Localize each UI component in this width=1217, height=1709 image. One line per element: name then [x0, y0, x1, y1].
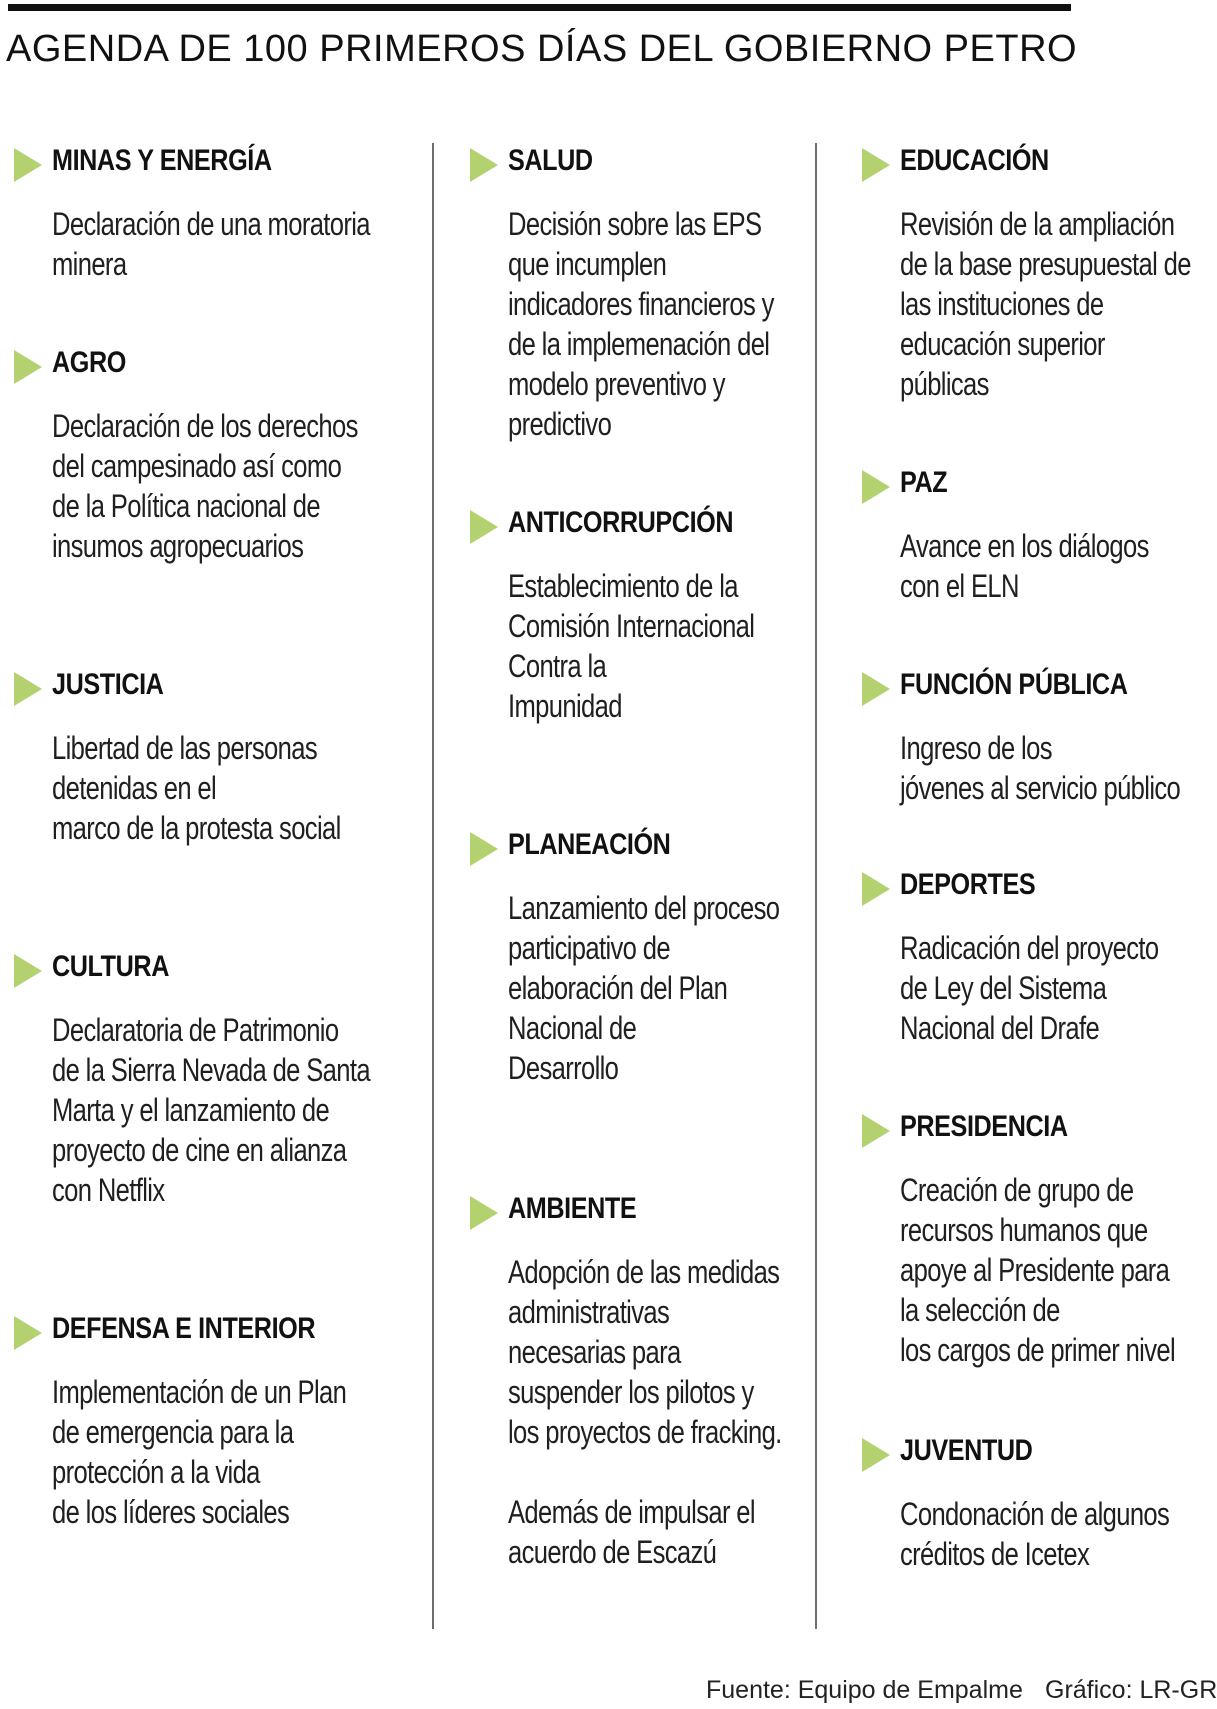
section-juventud [862, 1430, 1200, 1572]
section-defensa-e-interior [14, 1308, 414, 1530]
triangle-right-icon [14, 1316, 42, 1350]
section-heading-label: ANTICORRUPCIÓN [508, 506, 734, 539]
section-planeacion [470, 824, 820, 1086]
section-description: Libertad de las personas detenidas en el marco de la protesta social [52, 730, 341, 846]
triangle-right-icon [862, 672, 890, 706]
section-agro [14, 342, 414, 564]
section-heading [470, 140, 820, 182]
section-cultura [14, 946, 414, 1208]
column-divider [815, 143, 817, 1629]
triangle-right-icon [862, 872, 890, 906]
section-heading [862, 664, 1200, 706]
section-presidencia [862, 1106, 1200, 1368]
section-heading [470, 824, 820, 866]
section-description: Declaración de una moratoria minera [52, 206, 370, 282]
section-description: Condonación de algunos créditos de Icetex [900, 1496, 1170, 1572]
graphic-credit: Gráfico: LR-GR [1045, 1676, 1217, 1704]
column-divider [432, 143, 434, 1629]
section-description: Establecimiento de la Comisión Internacional Contra la Impunidad [508, 568, 755, 724]
section-funcion-publica [862, 664, 1200, 806]
section-description: Avance en los diálogos con el ELN [900, 528, 1149, 604]
triangle-right-icon [862, 1114, 890, 1148]
section-heading [14, 140, 414, 182]
top-rule [8, 4, 1071, 11]
triangle-right-icon [862, 470, 890, 504]
section-heading-label: JUSTICIA [52, 668, 164, 701]
section-heading [14, 342, 414, 384]
section-description: Lanzamiento del proceso participativo de elaboración del Plan Nacional de Desarrollo [508, 890, 780, 1086]
triangle-right-icon [470, 148, 498, 182]
triangle-right-icon [470, 1196, 498, 1230]
section-heading-label: AGRO [52, 346, 126, 379]
section-educacion [862, 140, 1200, 402]
section-heading [470, 502, 820, 544]
triangle-right-icon [14, 350, 42, 384]
triangle-right-icon [470, 510, 498, 544]
section-description: Radicación del proyecto de Ley del Sistema Nacional del Drafe [900, 930, 1159, 1046]
triangle-right-icon [14, 148, 42, 182]
triangle-right-icon [470, 832, 498, 866]
section-description: Adopción de las medidas administrativas necesarias para suspender los pilotos y los proyectos de fracking. Además de impulsar el acuerdo de Escazú [508, 1254, 782, 1570]
section-heading [862, 462, 1200, 504]
section-deportes [862, 864, 1200, 1046]
section-heading [14, 946, 414, 988]
section-paz [862, 462, 1200, 604]
section-description: Creación de grupo de recursos humanos que apoye al Presidente para la selección de los cargos de primer nivel [900, 1172, 1176, 1368]
triangle-right-icon [862, 1438, 890, 1472]
section-description: Ingreso de los jóvenes al servicio público [900, 730, 1181, 806]
section-justicia [14, 664, 414, 846]
section-salud [470, 140, 820, 442]
section-heading-label: DEPORTES [900, 868, 1036, 901]
section-heading-label: CULTURA [52, 950, 169, 983]
section-description: Decisión sobre las EPS que incumplen indicadores financieros y de la implemenación del modelo preventivo y predictivo [508, 206, 774, 442]
section-heading [862, 864, 1200, 906]
section-minas-y-energia [14, 140, 414, 282]
section-description: Revisión de la ampliación de la base presupuestal de las instituciones de educación superior públicas [900, 206, 1191, 402]
page-title: AGENDA DE 100 PRIMEROS DÍAS DEL GOBIERNO PETRO [6, 28, 1078, 70]
section-heading-label: PRESIDENCIA [900, 1110, 1068, 1143]
section-heading [862, 1430, 1200, 1472]
section-heading [470, 1188, 820, 1230]
section-heading-label: SALUD [508, 144, 593, 177]
section-heading-label: PLANEACIÓN [508, 828, 671, 861]
section-ambiente [470, 1188, 820, 1570]
triangle-right-icon [862, 148, 890, 182]
section-description: Implementación de un Plan de emergencia para la protección a la vida de los líderes sociales [52, 1374, 347, 1530]
section-heading-label: AMBIENTE [508, 1192, 637, 1225]
section-anticorrupcion [470, 502, 820, 724]
triangle-right-icon [14, 954, 42, 988]
section-heading-label: DEFENSA E INTERIOR [52, 1312, 316, 1345]
section-heading [14, 1308, 414, 1350]
section-heading-label: EDUCACIÓN [900, 144, 1049, 177]
section-heading [862, 140, 1200, 182]
section-heading [862, 1106, 1200, 1148]
section-description: Declaración de los derechos del campesinado así como de la Política nacional de insumos agropecuarios [52, 408, 358, 564]
section-heading [14, 664, 414, 706]
section-description: Declaratoria de Patrimonio de la Sierra Nevada de Santa Marta y el lanzamiento de proyecto de cine en alianza con Netflix [52, 1012, 370, 1208]
source-credit: Fuente: Equipo de Empalme [706, 1676, 1023, 1704]
section-heading-label: MINAS Y ENERGÍA [52, 144, 272, 177]
triangle-right-icon [14, 672, 42, 706]
section-heading-label: PAZ [900, 466, 948, 499]
section-heading-label: JUVENTUD [900, 1434, 1033, 1467]
section-heading-label: FUNCIÓN PÚBLICA [900, 668, 1128, 701]
